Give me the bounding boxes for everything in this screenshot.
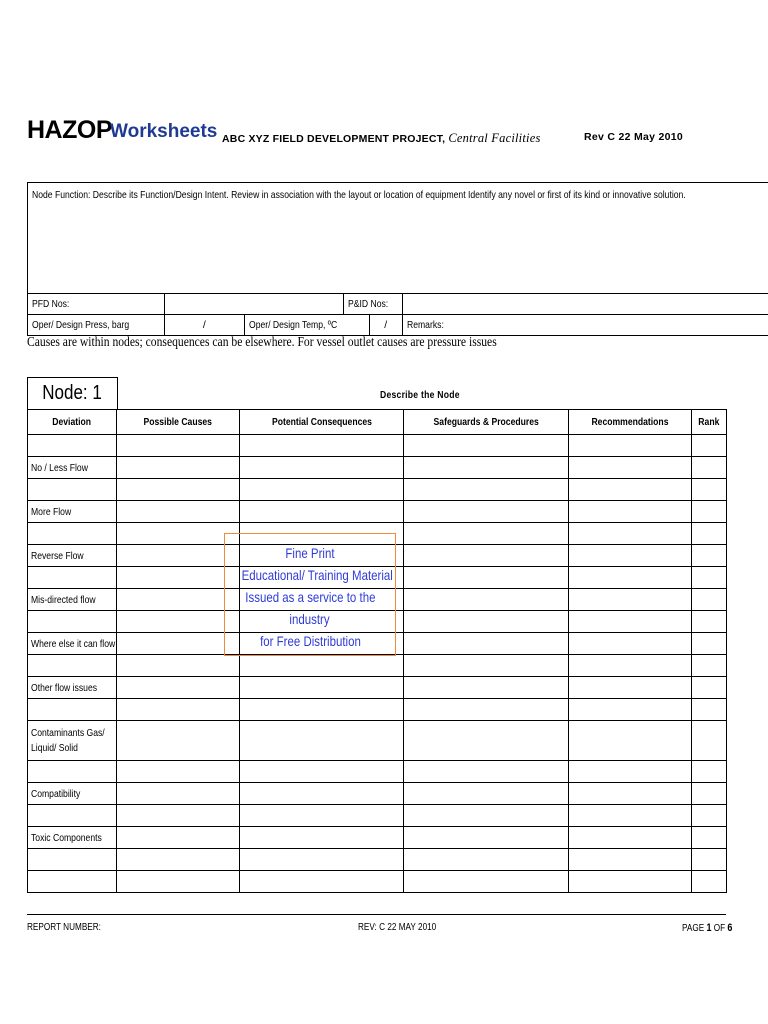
- page-title: HAZOP: [27, 116, 112, 144]
- table-row: [28, 457, 727, 479]
- footer-report-number: REPORT NUMBER:: [27, 922, 101, 933]
- pfd-value[interactable]: [165, 294, 344, 314]
- table-row: [28, 783, 727, 805]
- project-name: [222, 131, 541, 146]
- node-label-box: [27, 377, 118, 409]
- revision-label: Rev C 22 May 2010: [584, 131, 684, 143]
- remarks-label: Remarks:: [406, 319, 444, 331]
- footer-page-number: PAGE 1 OF 6: [682, 922, 733, 934]
- pfd-label-cell: [28, 294, 165, 315]
- header-rank: Rank: [692, 410, 727, 435]
- table-row: [28, 435, 727, 457]
- footer-divider: [27, 914, 726, 915]
- pfd-value-cell[interactable]: [164, 294, 402, 315]
- deviation-no-less-flow: No / Less Flow: [28, 457, 117, 479]
- notice-line-3: Issued as a service to the: [244, 589, 376, 605]
- pid-label: P&ID Nos:: [347, 298, 389, 310]
- causes-note-text: Causes are within nodes; consequences can be elsewhere. For vessel outlet causes are pressure issues: [27, 334, 497, 349]
- table-row: [28, 677, 727, 699]
- header-possible-causes: Possible Causes: [117, 410, 240, 435]
- deviation-compatibility: Compatibility: [28, 783, 117, 805]
- table-row: [28, 721, 727, 761]
- press-separator: /: [202, 319, 206, 331]
- table-header-row: [28, 410, 727, 435]
- table-row: [28, 761, 727, 783]
- header-potential-consequences: Potential Consequences: [240, 410, 404, 435]
- node-label: Node: 1: [42, 382, 103, 404]
- pid-label-cell: [344, 294, 402, 314]
- temp-separator: /: [384, 319, 388, 331]
- pfd-label: PFD Nos:: [32, 298, 70, 310]
- distribution-notice: [224, 533, 396, 656]
- notice-line-4: industry: [289, 611, 331, 627]
- page-subtitle: Worksheets: [110, 121, 218, 142]
- node-function-cell[interactable]: [28, 183, 768, 294]
- header-deviation: Deviation: [28, 410, 117, 435]
- header-recommendations: Recommendations: [569, 410, 692, 435]
- temp-value-cell[interactable]: [369, 315, 402, 336]
- table-row: [28, 827, 727, 849]
- deviation-other-flow: Other flow issues: [28, 677, 117, 699]
- table-row: [28, 805, 727, 827]
- remarks-cell[interactable]: [402, 315, 768, 336]
- notice-line-1: Fine Print: [285, 545, 335, 561]
- table-row: [28, 699, 727, 721]
- table-row: [28, 655, 727, 677]
- project-suffix: Central Facilities: [448, 131, 541, 145]
- deviation-reverse-flow: Reverse Flow: [28, 545, 117, 567]
- describe-node-label: [380, 389, 477, 401]
- table-row: [28, 479, 727, 501]
- notice-line-2: Educational/ Training Material: [241, 567, 393, 583]
- node-info-table: [27, 182, 768, 336]
- temp-label: Oper/ Design Temp, ºC: [248, 319, 337, 331]
- project-prefix: ABC XYZ FIELD DEVELOPMENT PROJECT,: [222, 133, 446, 145]
- header-safeguards: Safeguards & Procedures: [404, 410, 569, 435]
- node-function-text: Node Function: Describe its Function/Design Intent. Review in association with the layout or location of equipment Identify any novel or first of its kind or innovative solution.: [32, 189, 686, 201]
- table-row: [28, 501, 727, 523]
- deviation-where-else: Where else it can flow: [28, 633, 117, 655]
- causes-note: [27, 334, 573, 350]
- pid-value-cell[interactable]: [402, 294, 768, 315]
- describe-node-text: Describe the Node: [380, 389, 460, 401]
- footer-revision: REV: C 22 MAY 2010: [358, 922, 437, 933]
- table-row: [28, 849, 727, 871]
- deviation-contaminants: Contaminants Gas/ Liquid/ Solid: [28, 721, 117, 761]
- press-value-cell[interactable]: [164, 315, 244, 336]
- press-label: Oper/ Design Press, barg: [32, 319, 130, 331]
- deviation-toxic: Toxic Components: [28, 827, 117, 849]
- deviation-misdirected-flow: Mis-directed flow: [28, 589, 117, 611]
- table-row: [28, 871, 727, 893]
- temp-label-cell: [244, 315, 369, 336]
- notice-line-5: for Free Distribution: [259, 633, 361, 649]
- deviation-more-flow: More Flow: [28, 501, 117, 523]
- press-label-cell: [28, 315, 165, 336]
